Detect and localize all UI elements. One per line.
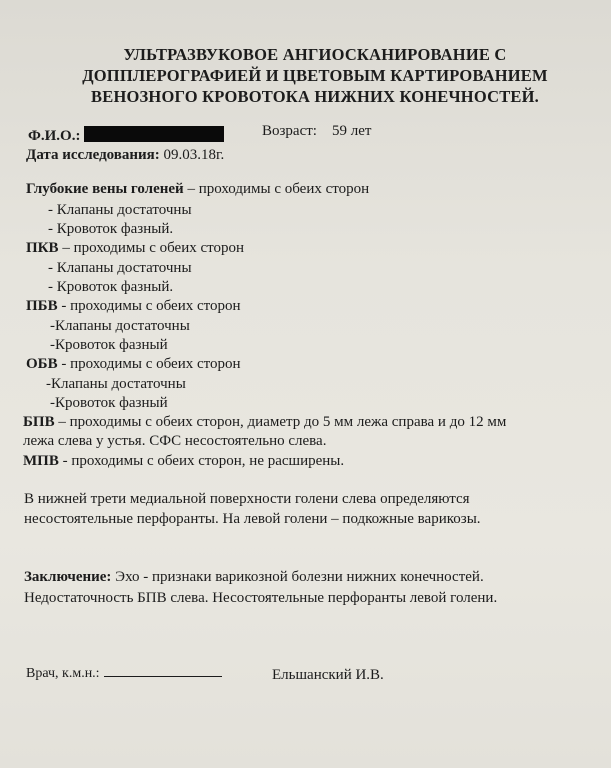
fio-row xyxy=(28,126,224,145)
date-row xyxy=(26,147,224,164)
finding-line: -Кровоток фазный xyxy=(50,395,168,411)
finding-text: - проходимы с обеих сторон, не расширены. xyxy=(58,453,345,469)
report-title xyxy=(55,44,575,107)
finding-line: -Кровоток фазный xyxy=(50,337,168,353)
finding-line: - Кровоток фазный. xyxy=(48,221,174,237)
finding-text: – проходимы с обеих сторон xyxy=(58,240,245,256)
note-line: несостоятельные перфоранты. На левой голени – подкожные варикозы. xyxy=(24,511,481,527)
fio-label: Ф.И.О.: xyxy=(28,128,81,144)
finding-text: - проходимы с обеих сторон xyxy=(57,298,241,314)
finding-mpv xyxy=(23,453,344,470)
title-line: ВЕНОЗНОГО КРОВОТОКА НИЖНИХ КОНЕЧНОСТЕЙ. xyxy=(91,87,539,106)
conclusion-line: Недостаточность БПВ слева. Несостоятельные перфоранты левой голени. xyxy=(24,590,498,606)
age-value: 59 лет xyxy=(331,123,372,139)
doctor-name: Ельшанский И.В. xyxy=(272,667,384,683)
finding-text: - проходимы с обеих сторон xyxy=(57,356,241,372)
date-value: 09.03.18г. xyxy=(163,147,225,163)
finding-pkv xyxy=(26,240,244,257)
finding-text: – проходимы с обеих сторон xyxy=(183,181,370,197)
finding-line: -Клапаны достаточны xyxy=(46,376,186,392)
finding-name: МПВ xyxy=(23,453,59,469)
conclusion-text: Эхо - признаки варикозной болезни нижних конечностей. xyxy=(111,569,484,585)
conclusion-row xyxy=(24,569,484,586)
finding-bpv xyxy=(23,414,506,431)
finding-text: – проходимы с обеих сторон, диаметр до 5 мм лежа справа и до 12 мм xyxy=(54,414,507,430)
finding-name: ПБВ xyxy=(26,298,58,314)
title-line: УЛЬТРАЗВУКОВОЕ АНГИОСКАНИРОВАНИЕ С xyxy=(123,45,507,64)
finding-name: БПВ xyxy=(23,414,55,430)
finding-name: ПКВ xyxy=(26,240,59,256)
finding-line: - Кровоток фазный. xyxy=(48,279,174,295)
title-line: ДОППЛЕРОГРАФИЕЙ И ЦВЕТОВЫМ КАРТИРОВАНИЕМ xyxy=(82,66,548,85)
finding-deep-veins xyxy=(26,181,369,198)
conclusion-label: Заключение: xyxy=(24,569,112,585)
age-label: Возраст: xyxy=(262,123,317,139)
date-label: Дата исследования: xyxy=(26,147,160,163)
finding-pbv xyxy=(26,298,241,315)
finding-line: -Клапаны достаточны xyxy=(50,318,190,334)
doctor-label: Врач, к.м.н.: xyxy=(26,666,100,681)
age-row xyxy=(262,123,371,140)
finding-line: - Клапаны достаточны xyxy=(48,260,192,276)
finding-obv xyxy=(26,356,241,373)
signature-line xyxy=(104,664,222,677)
finding-name: ОБВ xyxy=(26,356,58,372)
finding-line: - Клапаны достаточны xyxy=(48,202,192,218)
finding-line: лежа слева у устья. СФС несостоятельно слева. xyxy=(23,433,327,449)
doctor-row xyxy=(26,664,222,682)
finding-name: Глубокие вены голеней xyxy=(26,181,184,197)
redaction-bar xyxy=(84,126,224,142)
note-line: В нижней трети медиальной поверхности голени слева определяются xyxy=(24,491,470,507)
